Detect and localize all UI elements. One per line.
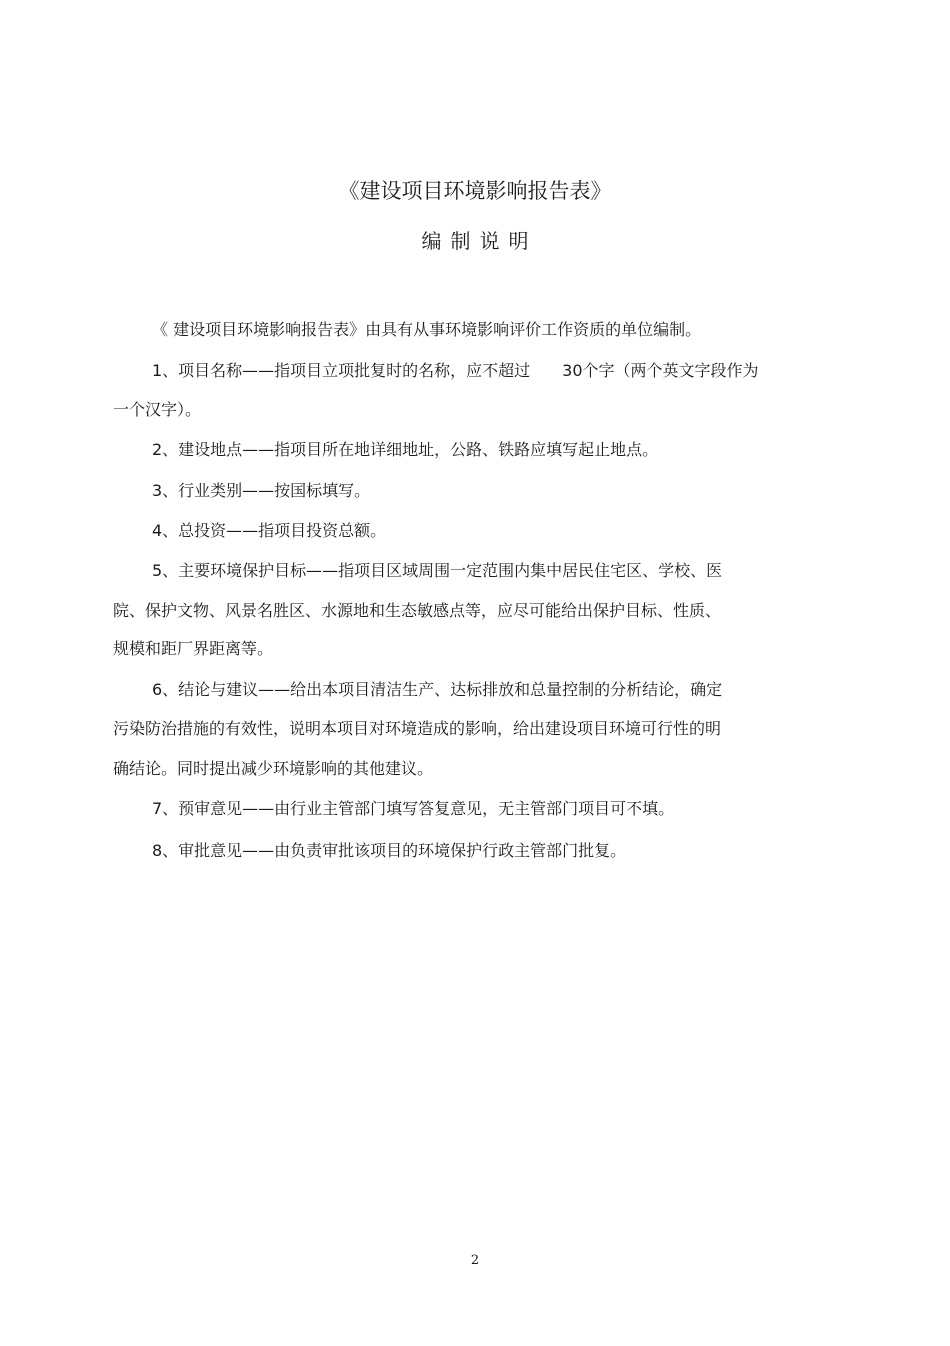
document-subtitle: 编制说明 xyxy=(421,229,538,253)
document-title: 《建设项目环境影响报告表》 xyxy=(338,179,612,203)
item-8: 8、审批意见——由负责审批该项目的环境保护行政主管部门批复。 xyxy=(152,841,627,860)
item-7: 7、预审意见——由行业主管部门填写答复意见，无主管部门项目可不填。 xyxy=(152,799,675,818)
item-5-line-1: 5、主要环境保护目标——指项目区域周围一定范围内集中居民住宅区、学校、医 xyxy=(152,561,723,580)
intro-paragraph: 《 建设项目环境影响报告表》由具有从事环境影响评价工作资质的单位编制。 xyxy=(152,320,702,339)
item-3: 3、行业类别——按国标填写。 xyxy=(152,481,371,500)
item-1-line-1: 1、项目名称——指项目立项批复时的名称，应不超过 30个字（两个英文字段作为 xyxy=(152,361,759,380)
item-6-line-2: 污染防治措施的有效性，说明本项目对环境造成的影响，给出建设项目环境可行性的明 xyxy=(113,719,722,738)
page-number: 2 xyxy=(470,1253,480,1268)
item-5-line-3: 规模和距厂界距离等。 xyxy=(113,639,274,658)
item-4: 4、总投资——指项目投资总额。 xyxy=(152,521,387,540)
item-1-line-2: 一个汉字）。 xyxy=(113,400,202,419)
item-5-line-2: 院、保护文物、风景名胜区、水源地和生态敏感点等，应尽可能给出保护目标、性质、 xyxy=(113,601,722,620)
item-6-line-1: 6、结论与建议——给出本项目清洁生产、达标排放和总量控制的分析结论，确定 xyxy=(152,680,723,699)
item-2: 2、建设地点——指项目所在地详细地址，公路、铁路应填写起止地点。 xyxy=(152,440,659,459)
item-6-line-3: 确结论。同时提出减少环境影响的其他建议。 xyxy=(113,759,434,778)
